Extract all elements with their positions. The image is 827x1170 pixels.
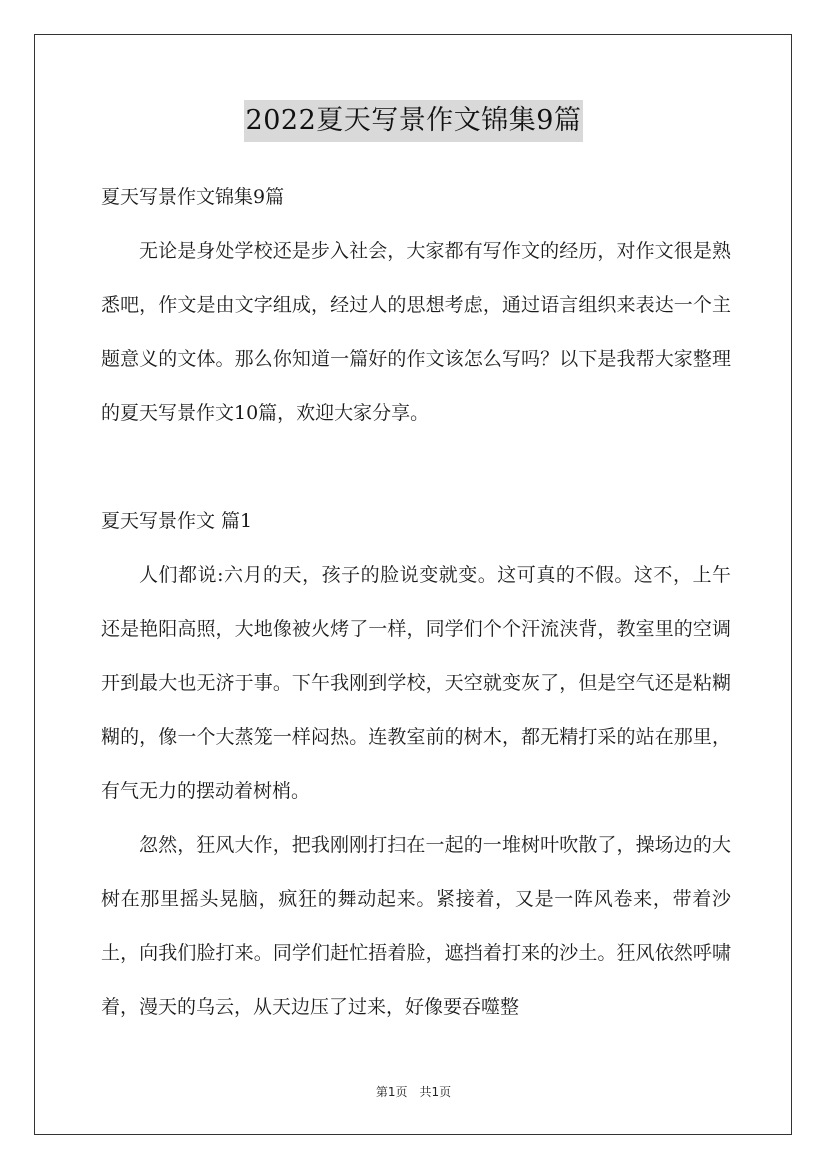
document-subtitle: 夏天写景作文锦集9篇 <box>101 186 285 208</box>
intro-paragraph: 无论是身处学校还是步入社会，大家都有写作文的经历，对作文很是熟悉吧，作文是由文字组成，经过人的思想考虑，通过语言组织来表达一个主题意义的文体。那么你知道一篇好的作文该怎么写吗？以下是我帮大家整理的夏天写景作文10篇，欢迎大家分享。 <box>101 240 731 424</box>
section-heading: 夏天写景作文 篇1 <box>101 510 253 532</box>
title-container <box>0 100 827 142</box>
document-body <box>101 170 731 1034</box>
page-number: 第1页 共1页 <box>375 1085 452 1099</box>
body-paragraph: 人们都说:六月的天，孩子的脸说变就变。这可真的不假。这不，上午还是艳阳高照，大地像被火烤了一样，同学们个个汗流浃背，教室里的空调开到最大也无济于事。下午我刚到学校，天空就变灰了，但是空气还是粘糊糊的，像一个大蒸笼一样闷热。连教室前的树木，都无精打采的站在那里，有气无力的摆动着树梢。 <box>101 564 731 802</box>
page-footer <box>0 1083 827 1100</box>
document-title: 2022夏天写景作文锦集9篇 <box>244 100 584 142</box>
section-spacer <box>101 440 731 494</box>
body-paragraph: 忽然，狂风大作，把我刚刚打扫在一起的一堆树叶吹散了，操场边的大树在那里摇头晃脑，疯狂的舞动起来。紧接着，又是一阵风卷来，带着沙土，向我们脸打来。同学们赶忙捂着脸，遮挡着打来的沙土。狂风依然呼啸着，漫天的乌云，从天边压了过来，好像要吞噬整 <box>101 834 731 1018</box>
